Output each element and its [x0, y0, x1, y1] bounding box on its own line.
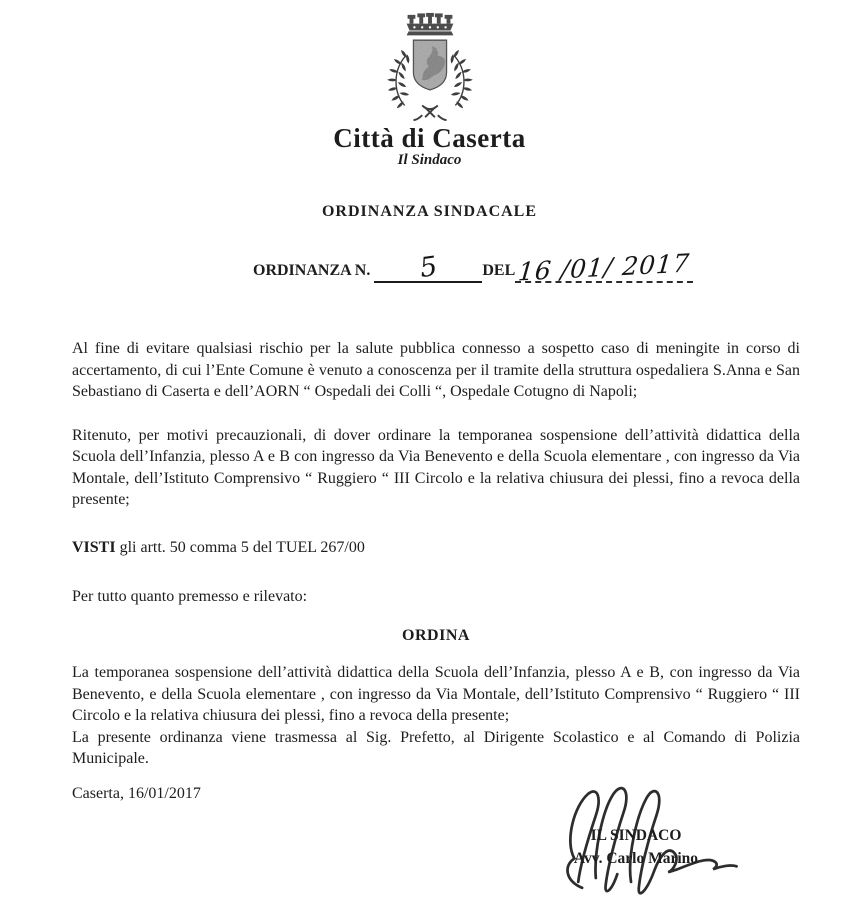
signer-role: IL SINDACO: [590, 827, 682, 844]
signature-block: [552, 824, 720, 870]
caserta-coat-of-arms-icon: [381, 10, 479, 122]
paragraph-visti: [72, 537, 800, 559]
ribbon-bow-icon: [413, 105, 446, 120]
handwritten-ordinance-number: 5: [417, 250, 439, 285]
ordinance-number-line: [253, 248, 697, 287]
ordinance-number-label: ORDINANZA N.: [253, 262, 371, 279]
signer-name: Avv. Carlo Marino: [573, 850, 699, 867]
place-and-date: Caserta, 16/01/2017: [72, 784, 201, 802]
ordinance-date-field: [515, 248, 693, 287]
office-subtitle: Il Sindaco: [397, 152, 462, 168]
mural-crown-icon: [406, 13, 453, 35]
ordinance-date-label: DEL: [482, 262, 516, 279]
paragraph-transmission: La presente ordinanza viene trasmessa al Sig. Prefetto, al Dirigente Scolastico e al Comando di Polizia Municipale.: [72, 728, 800, 767]
caserta-coat-of-arms: [381, 10, 479, 127]
shield-icon: [410, 37, 451, 95]
handwritten-ordinance-date: 16 /01/ 2017: [517, 248, 692, 287]
paragraph-ritenuto: Ritenuto, per motivi precauzionali, di dover ordinare la temporanea sospensione dell’attività didattica della Scuola dell’Infanzia, plesso A e B con ingresso da Via Benevento e della Scuola elementare , con ingresso da Via Montale, dell’Istituto Comprensivo “ Ruggiero “ III Circolo e la relativa chiusura dei plessi, fino a revoca della presente;: [72, 426, 800, 508]
ordina-heading: ORDINA: [402, 626, 470, 644]
paragraph-order: La temporanea sospensione dell’attività didattica della Scuola dell’Infanzia, plesso A e B, con ingresso da Via Benevento, e della Scuola elementare , con ingresso da Via Montale, dell’Istituto Comprensivo “ Ruggiero “ III Circolo e la relativa chiusura dei plessi, fino a revoca della presente;: [72, 664, 800, 724]
city-title: Città di Caserta: [333, 123, 526, 153]
document-type-heading: ORDINANZA SINDACALE: [321, 203, 538, 220]
visti-keyword: VISTI: [72, 538, 116, 556]
paragraph-premesso: Per tutto quanto premesso e rilevato:: [72, 588, 308, 605]
document-body: [72, 338, 800, 804]
paragraph-premise-intro: Al fine di evitare qualsiasi rischio per la salute pubblica connesso a sospetto caso di meningite in corso di accertamento, di cui l’Ente Comune è venuto a conoscenza per il tramite della struttura ospedaliera S.Anna e San Sebastiano di Caserta e dell’AORN “ Ospedali dei Colli “, Ospedale Cotugno di Napoli;: [72, 340, 800, 400]
visti-reference: gli artt. 50 comma 5 del TUEL 267/00: [115, 538, 365, 556]
ordinance-number-field: [374, 250, 482, 285]
